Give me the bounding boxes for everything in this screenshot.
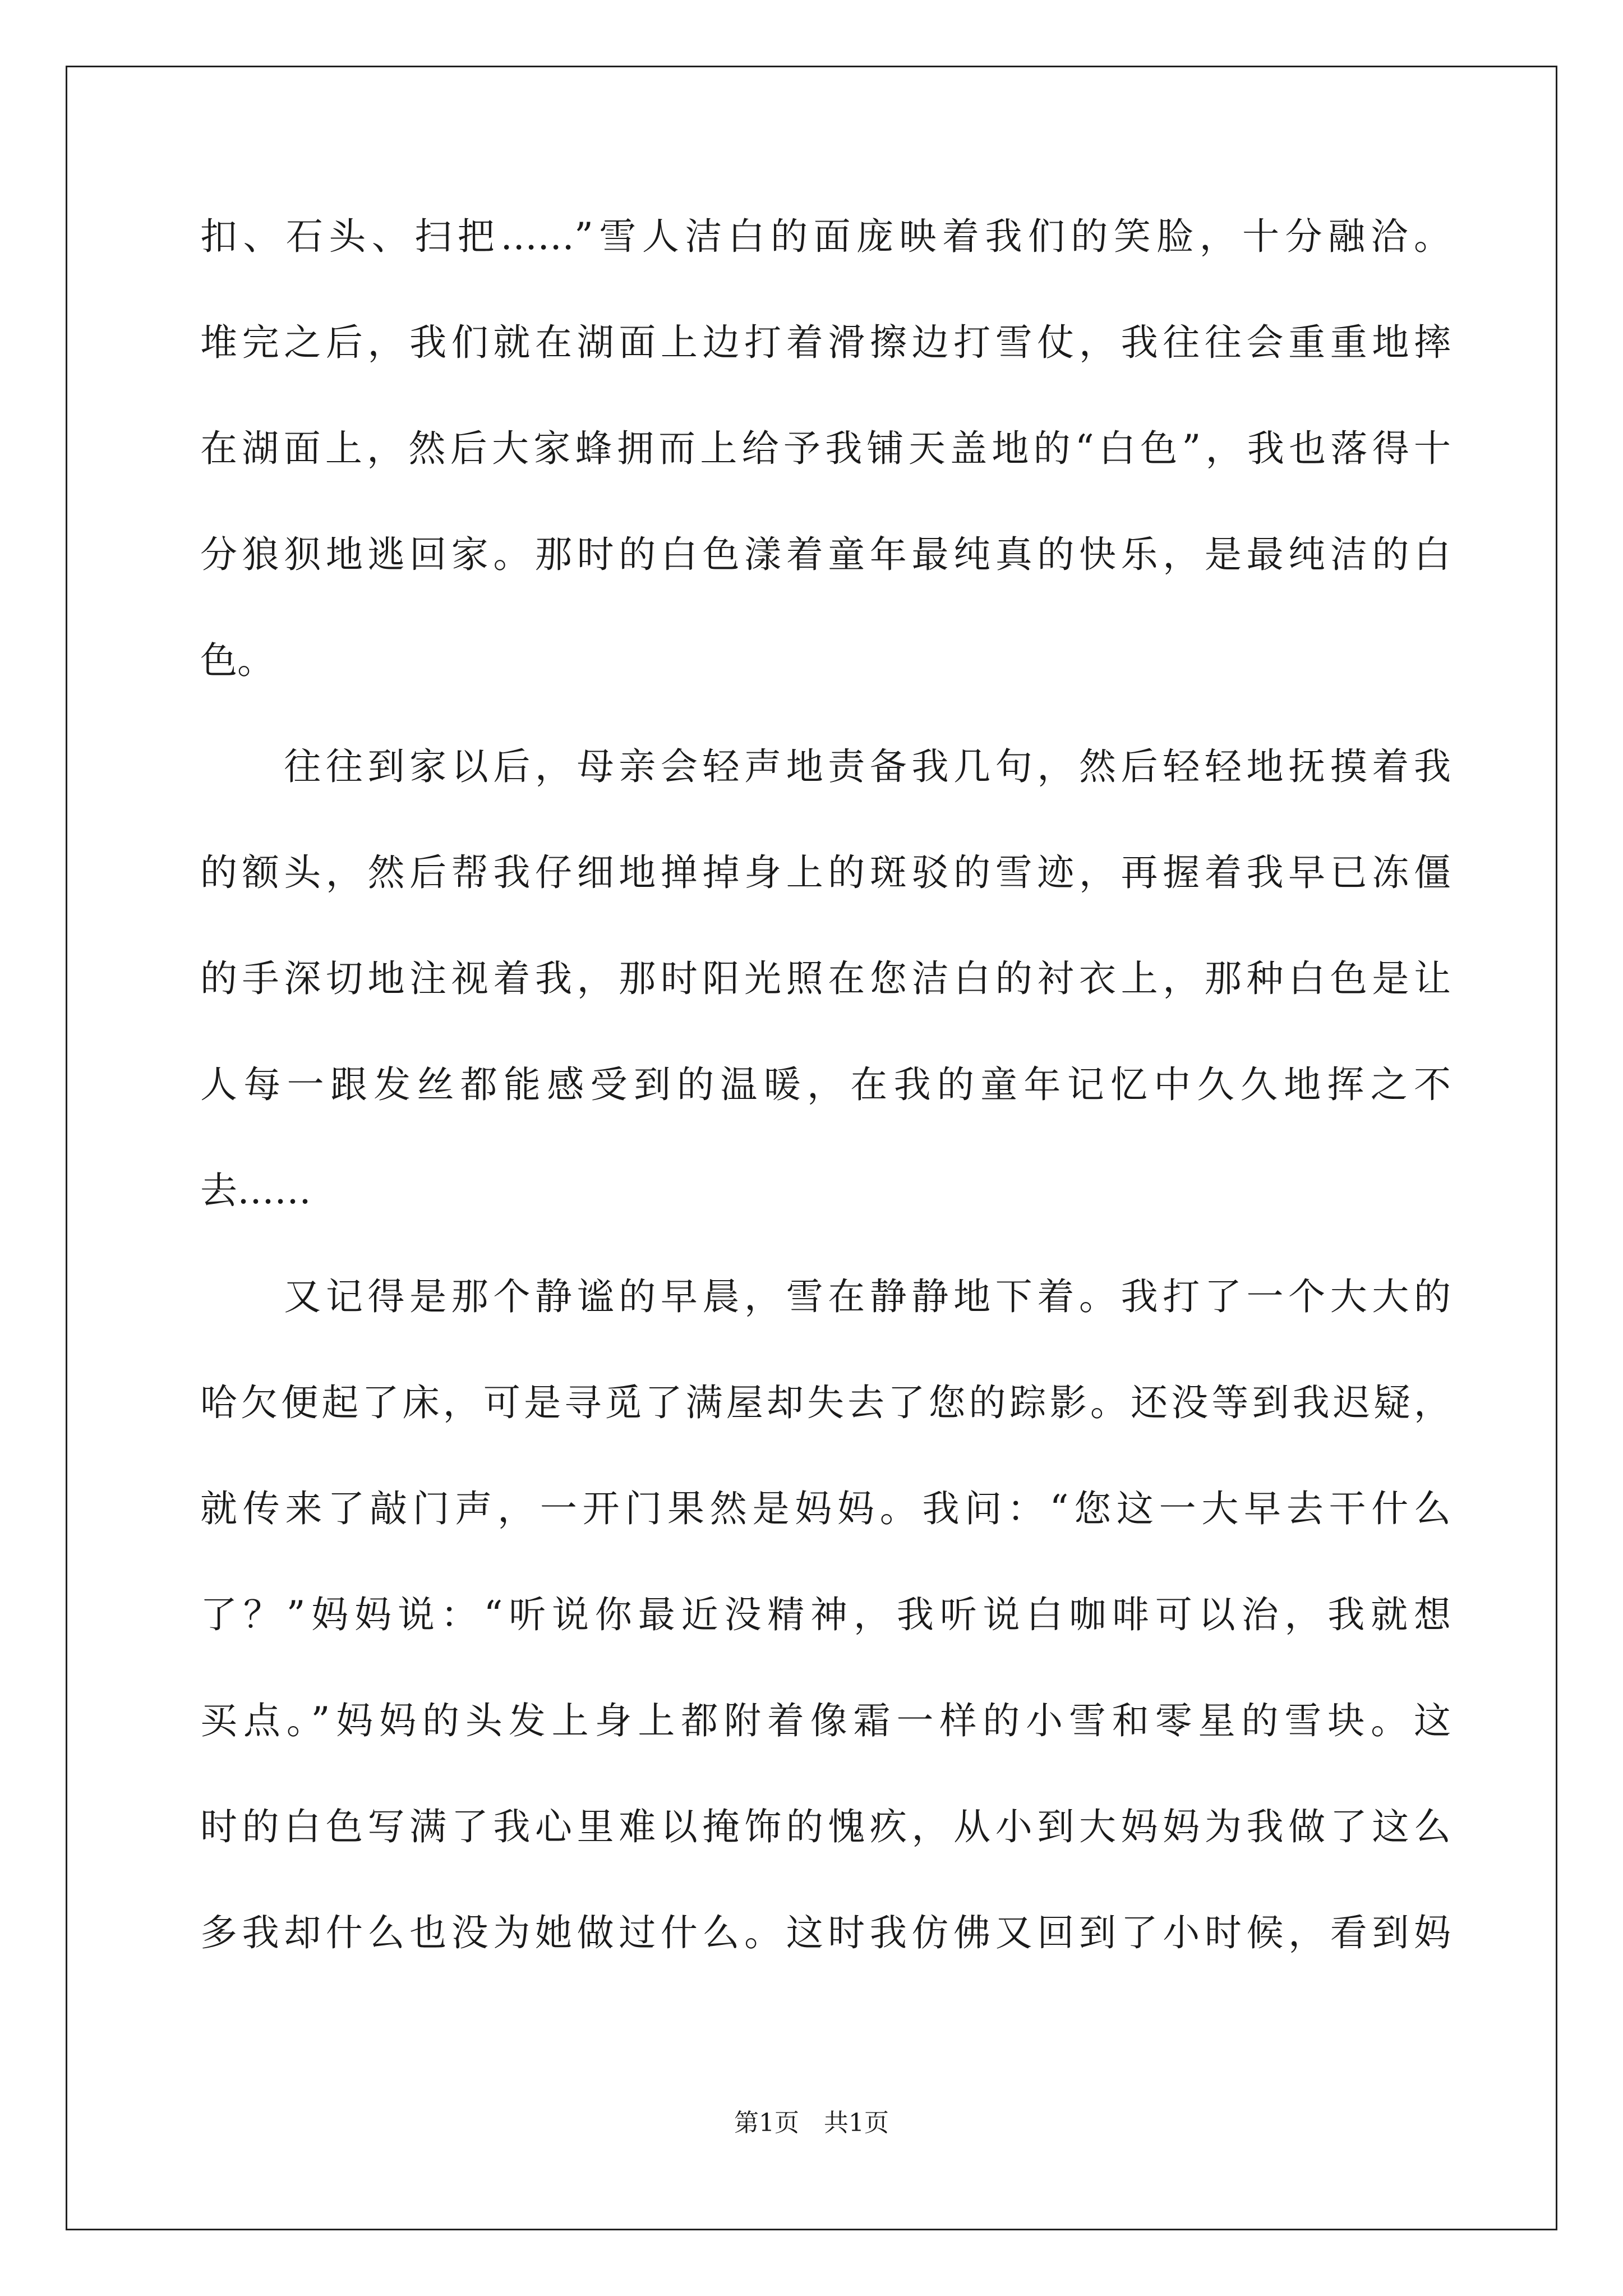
text-line: 就传来了敲门声，一开门果然是妈妈。我问：“您这一大早去干什么 <box>200 1487 1451 1530</box>
text-line: 又记得是那个静谧的早晨，雪在静静地下着。我打了一个大大的 <box>200 1275 1451 1318</box>
text-line: 分狼狈地逃回家。那时的白色漾着童年最纯真的快乐，是最纯洁的白 <box>200 533 1451 576</box>
text-line: 色。 <box>200 639 274 682</box>
text-line: 堆完之后，我们就在湖面上边打着滑擦边打雪仗，我往往会重重地摔 <box>200 321 1451 364</box>
text-line: 哈欠便起了床，可是寻觅了满屋却失去了您的踪影。还没等到我迟疑， <box>200 1381 1451 1424</box>
text-line: 扣、石头、扫把……”雪人洁白的面庞映着我们的笑脸，十分融洽。 <box>200 215 1451 258</box>
text-line: 往往到家以后，母亲会轻声地责备我几句，然后轻轻地抚摸着我 <box>200 745 1451 788</box>
page-footer: 第1页 共1页 <box>734 2109 889 2137</box>
text-line: 时的白色写满了我心里难以掩饰的愧疚，从小到大妈妈为我做了这么 <box>200 1805 1451 1848</box>
document-body <box>200 209 1451 2011</box>
text-line: 的额头，然后帮我仔细地掸掉身上的斑驳的雪迹，再握着我早已冻僵 <box>200 851 1451 894</box>
text-line: 人每一跟发丝都能感受到的温暖，在我的童年记忆中久久地挥之不 <box>200 1063 1451 1106</box>
text-line: 去…… <box>200 1169 311 1212</box>
text-line: 了？”妈妈说：“听说你最近没精神，我听说白咖啡可以治，我就想 <box>200 1593 1451 1636</box>
text-line: 买点。”妈妈的头发上身上都附着像霜一样的小雪和零星的雪块。这 <box>200 1699 1451 1742</box>
text-line: 的手深切地注视着我，那时阳光照在您洁白的衬衣上，那种白色是让 <box>200 957 1451 1000</box>
text-line: 在湖面上，然后大家蜂拥而上给予我铺天盖地的“白色”，我也落得十 <box>200 427 1451 470</box>
text-line: 多我却什么也没为她做过什么。这时我仿佛又回到了小时候，看到妈 <box>200 1911 1451 1954</box>
